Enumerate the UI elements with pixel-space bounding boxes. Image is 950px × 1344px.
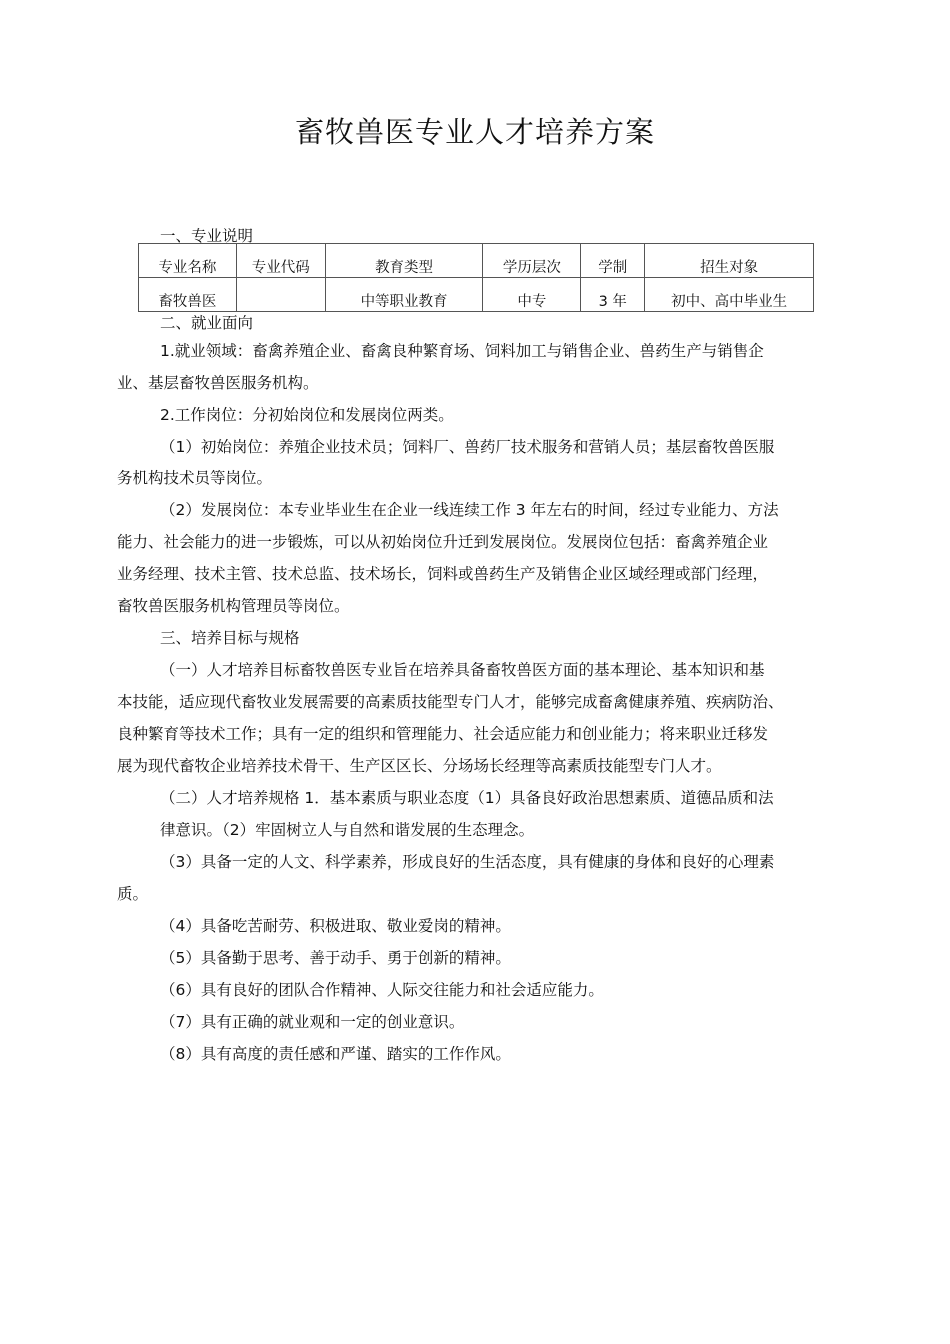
- paragraph-line: （1）初始岗位：养殖企业技术员；饲料厂、兽药厂技术服务和营销人员；基层畜牧兽医服: [160, 438, 775, 456]
- paragraph-line: 2.工作岗位：分初始岗位和发展岗位两类。: [160, 406, 454, 424]
- paragraph-line: 良种繁育等技术工作；具有一定的组织和管理能力、社会适应能力和创业能力；将来职业迁移发: [117, 725, 769, 743]
- paragraph-line: （2）发展岗位：本专业毕业生在企业一线连续工作 3 年左右的时间，经过专业能力、方法: [160, 501, 779, 519]
- table-row: [139, 278, 814, 312]
- paragraph-line: 律意识。（2）牢固树立人与自然和谐发展的生态理念。: [160, 821, 535, 839]
- table-header-cell: 教育类型: [325, 244, 483, 278]
- paragraph-line: 能力、社会能力的进一步锻炼，可以从初始岗位升迁到发展岗位。发展岗位包括：畜禽养殖企业: [117, 533, 769, 551]
- paragraph-line: 畜牧兽医服务机构管理员等岗位。: [117, 597, 350, 615]
- table-cell: 中专: [483, 278, 581, 312]
- paragraph-line: 业务经理、技术主管、技术总监、技术场长，饲料或兽药生产及销售企业区域经理或部门经理，: [117, 565, 769, 583]
- paragraph-line: （8）具有高度的责任感和严谨、踏实的工作作风。: [160, 1045, 511, 1063]
- table-header-cell: 专业名称: [139, 244, 237, 278]
- paragraph-line: （4）具备吃苦耐劳、积极进取、敬业爱岗的精神。: [160, 917, 511, 935]
- paragraph-line: （二）人才培养规格 1．基本素质与职业态度（1）具备良好政治思想素质、道德品质和法: [160, 789, 774, 807]
- table-cell: 畜牧兽医: [139, 278, 237, 312]
- table-header-cell: 专业代码: [236, 244, 325, 278]
- paragraph-line: （6）具有良好的团队合作精神、人际交往能力和社会适应能力。: [160, 981, 604, 999]
- paragraph-line: （5）具备勤于思考、善于动手、勇于创新的精神。: [160, 949, 511, 967]
- table-cell: [236, 278, 325, 312]
- table-cell: 中等职业教育: [325, 278, 483, 312]
- document-title: 畜牧兽医专业人才培养方案: [294, 115, 655, 149]
- paragraph-line: 质。: [117, 885, 149, 903]
- table-cell: 3 年: [581, 278, 645, 312]
- section-heading-2: 二、就业面向: [160, 314, 254, 332]
- paragraph-line: （3）具备一定的人文、科学素养，形成良好的生活态度，具有健康的身体和良好的心理素: [160, 853, 775, 871]
- paragraph-line: 1.就业领域：畜禽养殖企业、畜禽良种繁育场、饲料加工与销售企业、兽药生产与销售企: [160, 342, 764, 360]
- paragraph-line: （7）具有正确的就业观和一定的创业意识。: [160, 1013, 465, 1031]
- paragraph-line: 务机构技术员等岗位。: [117, 469, 273, 487]
- table-cell: 初中、高中毕业生: [645, 278, 814, 312]
- paragraph-line: 业、基层畜牧兽医服务机构。: [117, 374, 319, 392]
- paragraph-line: 本技能，适应现代畜牧业发展需要的高素质技能型专门人才，能够完成畜禽健康养殖、疾病防治、: [117, 693, 784, 711]
- paragraph-line: 展为现代畜牧企业培养技术骨干、生产区区长、分场场长经理等高素质技能型专门人才。: [117, 757, 722, 775]
- table-header-cell: 学历层次: [483, 244, 581, 278]
- paragraph-line: （一）人才培养目标畜牧兽医专业旨在培养具备畜牧兽医方面的基本理论、基本知识和基: [160, 661, 765, 679]
- major-info-table: [138, 243, 814, 312]
- section-heading-3: 三、培养目标与规格: [160, 629, 300, 647]
- section-heading-1: 一、专业说明: [160, 227, 254, 245]
- table-header-cell: 学制: [581, 244, 645, 278]
- table-header-cell: 招生对象: [645, 244, 814, 278]
- table-header-row: [139, 244, 814, 278]
